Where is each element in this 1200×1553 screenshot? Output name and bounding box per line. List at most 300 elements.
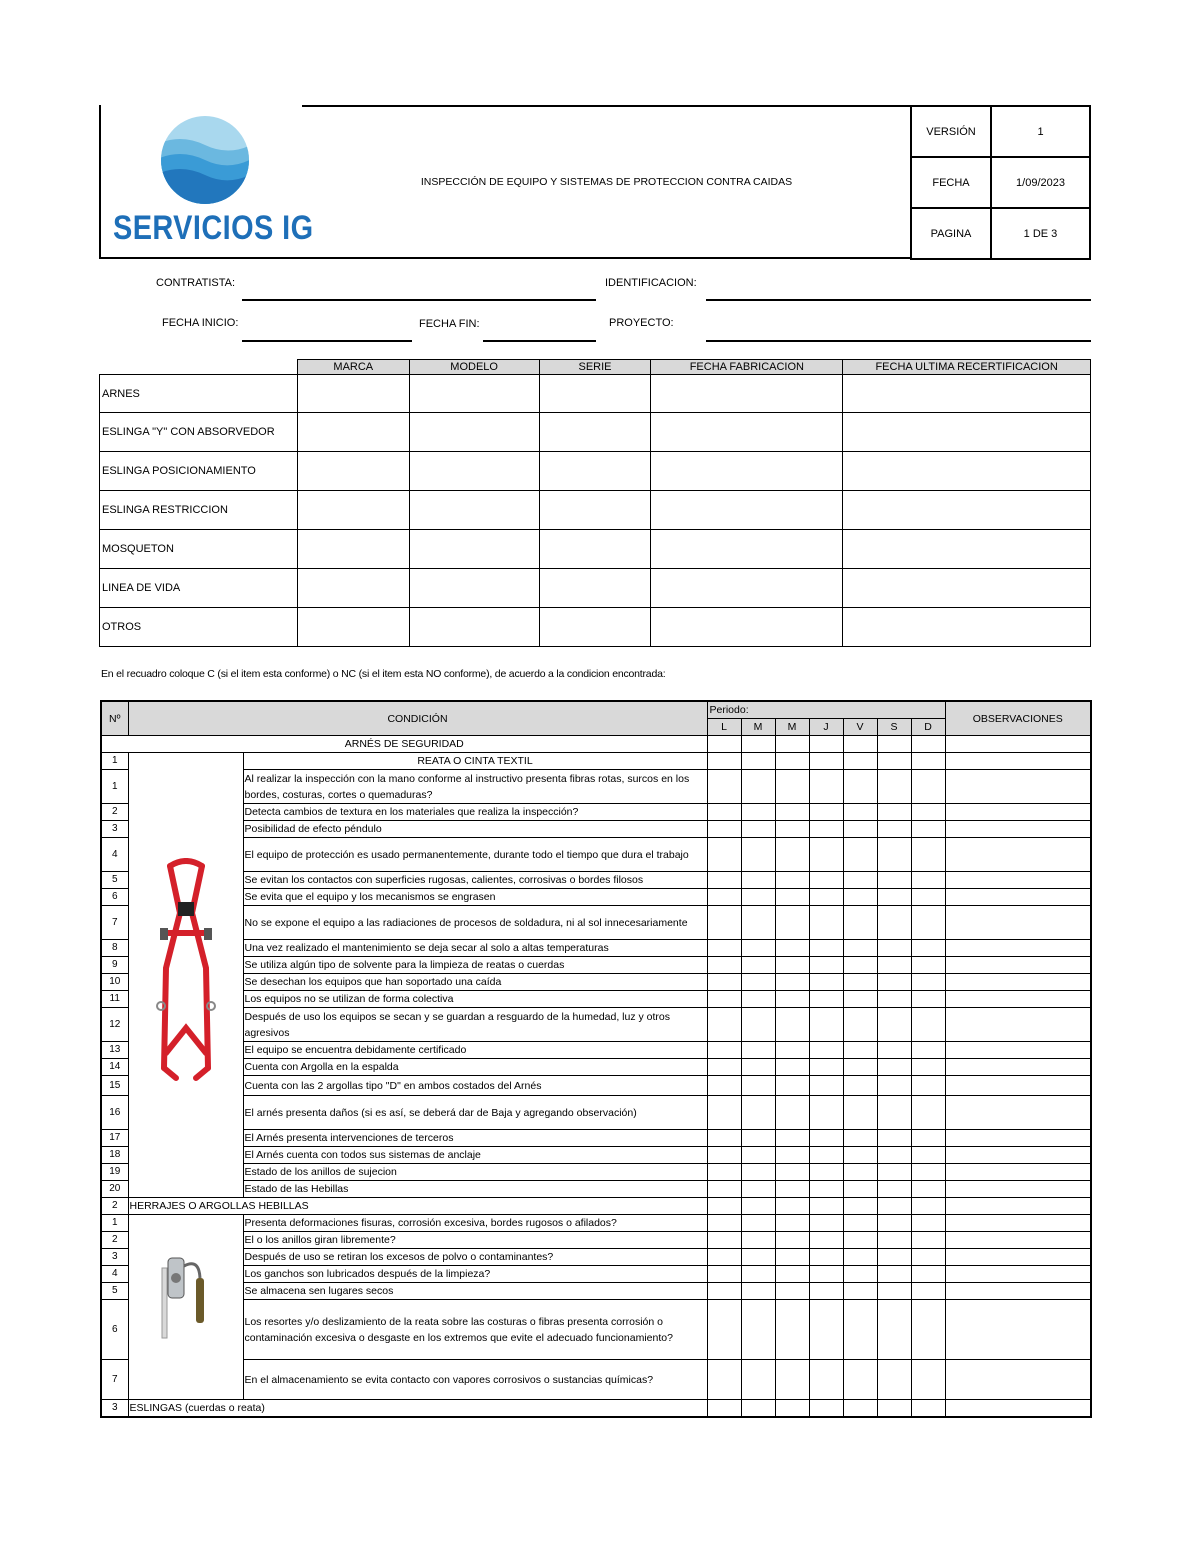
check-cell[interactable] (707, 1300, 741, 1360)
check-cell[interactable] (843, 1147, 877, 1164)
check-cell[interactable] (843, 940, 877, 957)
proyecto-label: PROYECTO: (609, 317, 674, 329)
check-cell[interactable] (809, 889, 843, 906)
check-cell[interactable] (707, 889, 741, 906)
group-title: ESLINGAS (cuerdas o reata) (128, 1400, 707, 1418)
check-cell[interactable] (809, 1400, 843, 1418)
check-cell[interactable] (809, 906, 843, 940)
check-cell[interactable] (707, 906, 741, 940)
check-cell[interactable] (707, 770, 741, 804)
check-cell[interactable] (911, 940, 945, 957)
check-cell[interactable] (775, 1059, 809, 1076)
observation-cell[interactable] (945, 1147, 1091, 1164)
equipment-cell[interactable] (539, 530, 651, 569)
observation-cell[interactable] (945, 872, 1091, 889)
check-cell[interactable] (707, 1215, 741, 1232)
check-cell[interactable] (843, 753, 877, 770)
check-cell[interactable] (741, 1147, 775, 1164)
check-cell[interactable] (775, 991, 809, 1008)
equipment-table (99, 359, 1091, 647)
check-cell[interactable] (707, 1147, 741, 1164)
check-cell[interactable] (877, 753, 911, 770)
observation-cell[interactable] (945, 736, 1091, 753)
check-cell[interactable] (775, 821, 809, 838)
equipment-cell[interactable] (539, 375, 651, 413)
check-cell[interactable] (775, 1147, 809, 1164)
check-cell[interactable] (741, 1076, 775, 1096)
check-cell[interactable] (741, 838, 775, 872)
proyecto-field[interactable] (706, 340, 1091, 342)
check-cell[interactable] (877, 1076, 911, 1096)
observation-cell[interactable] (945, 821, 1091, 838)
check-cell[interactable] (877, 940, 911, 957)
equipment-cell[interactable] (651, 452, 843, 491)
check-cell[interactable] (809, 957, 843, 974)
observation-cell[interactable] (945, 1360, 1091, 1400)
equipment-cell[interactable] (651, 530, 843, 569)
check-cell[interactable] (741, 1042, 775, 1059)
condition-text: Después de uso se retiran los excesos de polvo o contaminantes? (243, 1249, 707, 1266)
check-cell[interactable] (707, 1059, 741, 1076)
check-cell[interactable] (911, 1215, 945, 1232)
check-cell[interactable] (741, 821, 775, 838)
check-cell[interactable] (707, 872, 741, 889)
observation-cell[interactable] (945, 1198, 1091, 1215)
check-cell[interactable] (843, 1164, 877, 1181)
check-cell[interactable] (809, 1283, 843, 1300)
check-cell[interactable] (877, 838, 911, 872)
equipment-cell[interactable] (297, 452, 409, 491)
equipment-cell[interactable] (651, 375, 843, 413)
check-cell[interactable] (707, 1042, 741, 1059)
observation-cell[interactable] (945, 1059, 1091, 1076)
observation-cell[interactable] (945, 770, 1091, 804)
condition-row (101, 1266, 1091, 1283)
equipment-cell[interactable] (843, 491, 1091, 530)
check-cell[interactable] (775, 1198, 809, 1215)
check-cell[interactable] (843, 1232, 877, 1249)
check-cell[interactable] (741, 957, 775, 974)
check-cell[interactable] (877, 1059, 911, 1076)
observation-cell[interactable] (945, 1232, 1091, 1249)
check-cell[interactable] (911, 1400, 945, 1418)
observation-cell[interactable] (945, 1008, 1091, 1042)
check-cell[interactable] (911, 1198, 945, 1215)
check-cell[interactable] (877, 991, 911, 1008)
check-cell[interactable] (707, 1266, 741, 1283)
check-cell[interactable] (707, 1164, 741, 1181)
check-cell[interactable] (809, 1215, 843, 1232)
check-cell[interactable] (877, 1198, 911, 1215)
check-cell[interactable] (775, 1232, 809, 1249)
check-cell[interactable] (809, 753, 843, 770)
check-cell[interactable] (775, 1400, 809, 1418)
equipment-cell[interactable] (843, 608, 1091, 647)
condition-text: Estado de los anillos de sujecion (243, 1164, 707, 1181)
check-cell[interactable] (775, 1249, 809, 1266)
check-cell[interactable] (707, 1232, 741, 1249)
check-cell[interactable] (843, 1042, 877, 1059)
equipment-cell[interactable] (843, 413, 1091, 452)
observation-cell[interactable] (945, 1249, 1091, 1266)
check-cell[interactable] (911, 1130, 945, 1147)
equipment-cell[interactable] (409, 452, 539, 491)
check-cell[interactable] (809, 1266, 843, 1283)
check-cell[interactable] (741, 906, 775, 940)
check-cell[interactable] (741, 889, 775, 906)
check-cell[interactable] (843, 1283, 877, 1300)
item-number: 12 (101, 1008, 128, 1042)
check-cell[interactable] (809, 974, 843, 991)
check-cell[interactable] (911, 957, 945, 974)
check-cell[interactable] (809, 1249, 843, 1266)
check-cell[interactable] (707, 1130, 741, 1147)
check-cell[interactable] (809, 1059, 843, 1076)
check-cell[interactable] (707, 804, 741, 821)
equipment-cell[interactable] (409, 530, 539, 569)
check-cell[interactable] (877, 1249, 911, 1266)
observation-cell[interactable] (945, 1400, 1091, 1418)
check-cell[interactable] (707, 736, 741, 753)
identificacion-field[interactable] (706, 299, 1091, 301)
check-cell[interactable] (809, 1008, 843, 1042)
check-cell[interactable] (809, 1096, 843, 1130)
check-cell[interactable] (741, 770, 775, 804)
check-cell[interactable] (911, 1096, 945, 1130)
check-cell[interactable] (911, 974, 945, 991)
check-cell[interactable] (911, 1249, 945, 1266)
equipment-cell[interactable] (539, 452, 651, 491)
check-cell[interactable] (843, 1096, 877, 1130)
equipment-cell[interactable] (297, 491, 409, 530)
check-cell[interactable] (843, 1215, 877, 1232)
check-cell[interactable] (877, 1215, 911, 1232)
equipment-cell[interactable] (409, 375, 539, 413)
observation-cell[interactable] (945, 940, 1091, 957)
check-cell[interactable] (911, 1059, 945, 1076)
col-observaciones: OBSERVACIONES (945, 701, 1091, 736)
check-cell[interactable] (707, 821, 741, 838)
equipment-cell[interactable] (539, 491, 651, 530)
check-cell[interactable] (843, 974, 877, 991)
contratista-field[interactable] (242, 299, 596, 301)
check-cell[interactable] (843, 1181, 877, 1198)
equipment-cell[interactable] (297, 530, 409, 569)
check-cell[interactable] (741, 804, 775, 821)
check-cell[interactable] (741, 1059, 775, 1076)
check-cell[interactable] (911, 821, 945, 838)
check-cell[interactable] (877, 974, 911, 991)
check-cell[interactable] (741, 991, 775, 1008)
check-cell[interactable] (911, 1300, 945, 1360)
check-cell[interactable] (775, 1300, 809, 1360)
check-cell[interactable] (775, 1096, 809, 1130)
check-cell[interactable] (843, 1059, 877, 1076)
check-cell[interactable] (741, 940, 775, 957)
check-cell[interactable] (775, 1042, 809, 1059)
check-cell[interactable] (741, 1300, 775, 1360)
check-cell[interactable] (707, 1198, 741, 1215)
check-cell[interactable] (741, 753, 775, 770)
check-cell[interactable] (911, 1008, 945, 1042)
check-cell[interactable] (775, 1215, 809, 1232)
equipment-cell[interactable] (409, 491, 539, 530)
check-cell[interactable] (809, 770, 843, 804)
check-cell[interactable] (843, 957, 877, 974)
check-cell[interactable] (843, 1266, 877, 1283)
check-cell[interactable] (707, 1283, 741, 1300)
observation-cell[interactable] (945, 906, 1091, 940)
check-cell[interactable] (741, 1181, 775, 1198)
check-cell[interactable] (775, 957, 809, 974)
equipment-cell[interactable] (409, 413, 539, 452)
item-number: 10 (101, 974, 128, 991)
observation-cell[interactable] (945, 1042, 1091, 1059)
check-cell[interactable] (843, 1130, 877, 1147)
equipment-cell[interactable] (539, 569, 651, 608)
check-cell[interactable] (741, 1266, 775, 1283)
check-cell[interactable] (775, 1266, 809, 1283)
check-cell[interactable] (707, 1400, 741, 1418)
equipment-cell[interactable] (843, 530, 1091, 569)
observation-cell[interactable] (945, 974, 1091, 991)
check-cell[interactable] (775, 1164, 809, 1181)
check-cell[interactable] (911, 1283, 945, 1300)
check-cell[interactable] (707, 940, 741, 957)
check-cell[interactable] (809, 1076, 843, 1096)
observation-cell[interactable] (945, 753, 1091, 770)
check-cell[interactable] (877, 1181, 911, 1198)
check-cell[interactable] (809, 821, 843, 838)
observation-cell[interactable] (945, 991, 1091, 1008)
check-cell[interactable] (741, 1008, 775, 1042)
equipment-cell[interactable] (651, 491, 843, 530)
check-cell[interactable] (877, 821, 911, 838)
observation-cell[interactable] (945, 1130, 1091, 1147)
check-cell[interactable] (843, 906, 877, 940)
check-cell[interactable] (809, 1360, 843, 1400)
check-cell[interactable] (843, 872, 877, 889)
equipment-cell[interactable] (651, 413, 843, 452)
check-cell[interactable] (809, 1042, 843, 1059)
check-cell[interactable] (775, 872, 809, 889)
observation-cell[interactable] (945, 957, 1091, 974)
equipment-cell[interactable] (409, 569, 539, 608)
equipment-cell[interactable] (297, 413, 409, 452)
check-cell[interactable] (843, 1008, 877, 1042)
check-cell[interactable] (877, 770, 911, 804)
check-cell[interactable] (843, 1198, 877, 1215)
check-cell[interactable] (843, 1360, 877, 1400)
check-cell[interactable] (911, 753, 945, 770)
check-cell[interactable] (911, 889, 945, 906)
check-cell[interactable] (911, 1181, 945, 1198)
check-cell[interactable] (775, 838, 809, 872)
check-cell[interactable] (809, 1181, 843, 1198)
check-cell[interactable] (877, 957, 911, 974)
observation-cell[interactable] (945, 1300, 1091, 1360)
equipment-cell[interactable] (297, 608, 409, 647)
check-cell[interactable] (911, 1147, 945, 1164)
observation-cell[interactable] (945, 838, 1091, 872)
check-cell[interactable] (877, 736, 911, 753)
check-cell[interactable] (741, 974, 775, 991)
check-cell[interactable] (741, 1164, 775, 1181)
check-cell[interactable] (775, 1008, 809, 1042)
check-cell[interactable] (707, 1008, 741, 1042)
check-cell[interactable] (809, 872, 843, 889)
check-cell[interactable] (775, 940, 809, 957)
check-cell[interactable] (911, 991, 945, 1008)
check-cell[interactable] (843, 991, 877, 1008)
equipment-cell[interactable] (843, 452, 1091, 491)
check-cell[interactable] (741, 1232, 775, 1249)
check-cell[interactable] (707, 1249, 741, 1266)
check-cell[interactable] (741, 1215, 775, 1232)
check-cell[interactable] (843, 889, 877, 906)
equipment-cell[interactable] (539, 413, 651, 452)
check-cell[interactable] (809, 804, 843, 821)
check-cell[interactable] (775, 906, 809, 940)
check-cell[interactable] (877, 1164, 911, 1181)
check-cell[interactable] (843, 821, 877, 838)
check-cell[interactable] (843, 1300, 877, 1360)
check-cell[interactable] (809, 1130, 843, 1147)
check-cell[interactable] (741, 1360, 775, 1400)
check-cell[interactable] (877, 1360, 911, 1400)
check-cell[interactable] (741, 736, 775, 753)
equipment-cell[interactable] (297, 569, 409, 608)
check-cell[interactable] (707, 838, 741, 872)
check-cell[interactable] (911, 838, 945, 872)
check-cell[interactable] (911, 906, 945, 940)
observation-cell[interactable] (945, 1266, 1091, 1283)
equipment-cell[interactable] (409, 608, 539, 647)
check-cell[interactable] (843, 838, 877, 872)
check-cell[interactable] (809, 940, 843, 957)
check-cell[interactable] (775, 770, 809, 804)
check-cell[interactable] (843, 804, 877, 821)
check-cell[interactable] (843, 736, 877, 753)
check-cell[interactable] (741, 1096, 775, 1130)
check-cell[interactable] (809, 1232, 843, 1249)
check-cell[interactable] (741, 1283, 775, 1300)
check-cell[interactable] (809, 1198, 843, 1215)
check-cell[interactable] (877, 1300, 911, 1360)
item-number: 18 (101, 1147, 128, 1164)
check-cell[interactable] (877, 1266, 911, 1283)
equipment-cell[interactable] (651, 569, 843, 608)
check-cell[interactable] (877, 1130, 911, 1147)
check-cell[interactable] (911, 1360, 945, 1400)
check-cell[interactable] (809, 736, 843, 753)
check-cell[interactable] (911, 1232, 945, 1249)
check-cell[interactable] (741, 1198, 775, 1215)
check-cell[interactable] (911, 770, 945, 804)
check-cell[interactable] (775, 1360, 809, 1400)
check-cell[interactable] (809, 1164, 843, 1181)
check-cell[interactable] (775, 889, 809, 906)
observation-cell[interactable] (945, 1215, 1091, 1232)
check-cell[interactable] (707, 1096, 741, 1130)
check-cell[interactable] (877, 1008, 911, 1042)
check-cell[interactable] (911, 1076, 945, 1096)
observation-cell[interactable] (945, 804, 1091, 821)
check-cell[interactable] (775, 974, 809, 991)
check-cell[interactable] (843, 1249, 877, 1266)
check-cell[interactable] (741, 1400, 775, 1418)
check-cell[interactable] (843, 1400, 877, 1418)
check-cell[interactable] (775, 1283, 809, 1300)
check-cell[interactable] (707, 974, 741, 991)
equipment-cell[interactable] (651, 608, 843, 647)
check-cell[interactable] (843, 1076, 877, 1096)
check-cell[interactable] (809, 838, 843, 872)
check-cell[interactable] (775, 1181, 809, 1198)
check-cell[interactable] (843, 770, 877, 804)
check-cell[interactable] (911, 804, 945, 821)
check-cell[interactable] (775, 753, 809, 770)
check-cell[interactable] (707, 1076, 741, 1096)
check-cell[interactable] (911, 1164, 945, 1181)
check-cell[interactable] (911, 1266, 945, 1283)
fecha-inicio-field[interactable] (242, 340, 412, 342)
check-cell[interactable] (809, 991, 843, 1008)
observation-cell[interactable] (945, 889, 1091, 906)
check-cell[interactable] (809, 1300, 843, 1360)
check-cell[interactable] (877, 1283, 911, 1300)
observation-cell[interactable] (945, 1096, 1091, 1130)
check-cell[interactable] (877, 906, 911, 940)
equipment-cell[interactable] (539, 608, 651, 647)
check-cell[interactable] (775, 804, 809, 821)
equipment-cell[interactable] (843, 375, 1091, 413)
check-cell[interactable] (877, 1042, 911, 1059)
check-cell[interactable] (877, 804, 911, 821)
check-cell[interactable] (741, 1130, 775, 1147)
check-cell[interactable] (877, 889, 911, 906)
observation-cell[interactable] (945, 1283, 1091, 1300)
equipment-cell[interactable] (843, 569, 1091, 608)
check-cell[interactable] (877, 1232, 911, 1249)
check-cell[interactable] (775, 736, 809, 753)
check-cell[interactable] (775, 1130, 809, 1147)
check-cell[interactable] (707, 1360, 741, 1400)
check-cell[interactable] (877, 1400, 911, 1418)
check-cell[interactable] (877, 1096, 911, 1130)
observation-cell[interactable] (945, 1181, 1091, 1198)
observation-cell[interactable] (945, 1164, 1091, 1181)
check-cell[interactable] (707, 957, 741, 974)
equipment-cell[interactable] (297, 375, 409, 413)
observation-cell[interactable] (945, 1076, 1091, 1096)
check-cell[interactable] (775, 1076, 809, 1096)
check-cell[interactable] (877, 1147, 911, 1164)
check-cell[interactable] (911, 736, 945, 753)
check-cell[interactable] (741, 1249, 775, 1266)
check-cell[interactable] (911, 1042, 945, 1059)
check-cell[interactable] (809, 1147, 843, 1164)
section-title: ARNÉS DE SEGURIDAD (101, 736, 707, 753)
check-cell[interactable] (707, 991, 741, 1008)
group-number: 1 (101, 753, 128, 770)
check-cell[interactable] (877, 872, 911, 889)
fecha-fin-field[interactable] (483, 340, 596, 342)
check-cell[interactable] (707, 753, 741, 770)
check-cell[interactable] (911, 872, 945, 889)
check-cell[interactable] (707, 1181, 741, 1198)
check-cell[interactable] (741, 872, 775, 889)
